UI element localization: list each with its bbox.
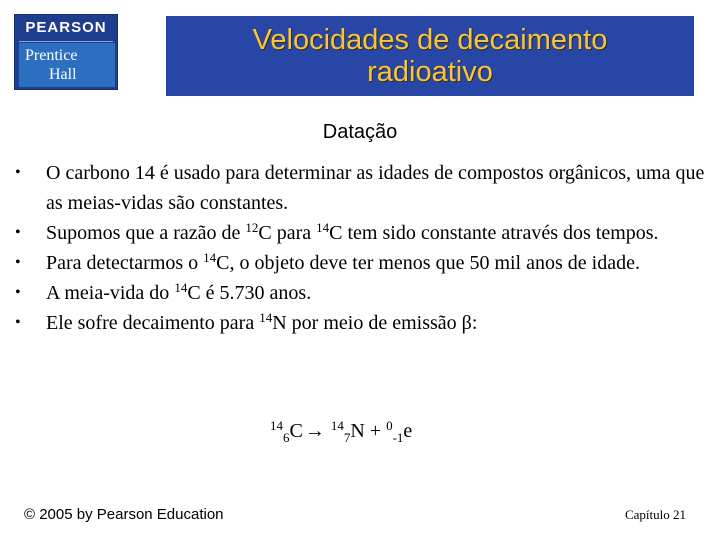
bullet-item [14, 218, 714, 248]
section-subtitle-text: Datação [322, 121, 398, 143]
bullet-text: Para detectarmos o [46, 252, 204, 274]
bullet-text: Ele sofre decaimento para [46, 312, 260, 334]
bullet-text: C é 5.730 anos. [187, 282, 312, 304]
bullet-text: C, o objeto deve ter menos que 50 mil anos de idade. [216, 252, 640, 274]
carbon-symbol: C [289, 420, 303, 442]
slide-title-box [166, 16, 694, 96]
logo-divider [19, 41, 113, 42]
section-subtitle [0, 121, 720, 144]
bullet-text: Supomos que a razão de [46, 222, 246, 244]
beta-symbol: β: [461, 312, 478, 334]
electron-mass-number: 0 [386, 418, 393, 433]
reaction-arrow-icon: → [304, 420, 325, 442]
logo-hall-text: Hall [49, 66, 77, 83]
bullet-dot: • [15, 314, 21, 331]
bullet-text: A meia-vida do [46, 282, 175, 304]
bullet-text: C tem sido constante através dos tempos. [329, 222, 659, 244]
electron-symbol: e [403, 420, 413, 442]
bullet-text: O carbono 14 é usado para determinar as idades de compostos orgânicos, uma que as meias-vidas são constantes. [46, 162, 705, 214]
pearson-prentice-hall-logo [14, 14, 118, 90]
slide-title-line1: Velocidades de decaimento [252, 24, 608, 56]
bullet-item [14, 308, 714, 338]
isotope-mass-number: 14 [203, 250, 217, 265]
slide-title-line2: radioativo [367, 56, 493, 88]
bullet-dot: • [15, 164, 21, 181]
isotope-mass-number: 14 [316, 220, 330, 235]
bullet-dot: • [15, 284, 21, 301]
nitrogen-symbol: N + [350, 420, 387, 442]
bullet-text: C para [258, 222, 317, 244]
bullet-dot: • [15, 254, 21, 271]
bullet-item [14, 248, 714, 278]
isotope-mass-number: 12 [245, 220, 259, 235]
carbon-mass-number: 14 [270, 418, 283, 433]
nitrogen-mass-number: 14 [330, 418, 344, 433]
decay-equation [270, 420, 412, 443]
logo-prentice-text: Prentice [25, 47, 78, 64]
isotope-mass-number: 14 [174, 280, 188, 295]
bullet-list [14, 158, 714, 338]
bullet-item [14, 278, 714, 308]
nitrogen-atomic-number: 7 [343, 430, 351, 445]
carbon-atomic-number: 6 [283, 430, 290, 445]
chapter-footer: Capítulo 21 [624, 507, 686, 522]
logo-prentice-hall-panel [19, 43, 115, 87]
logo-pearson-text: PEARSON [25, 19, 107, 36]
bullet-dot: • [15, 224, 21, 241]
copyright-footer: © 2005 by Pearson Education [24, 506, 224, 523]
isotope-mass-number: 14 [259, 310, 273, 325]
electron-charge-number: -1 [392, 430, 404, 445]
bullet-text: N por meio de emissão [272, 312, 462, 334]
bullet-item [14, 158, 714, 218]
